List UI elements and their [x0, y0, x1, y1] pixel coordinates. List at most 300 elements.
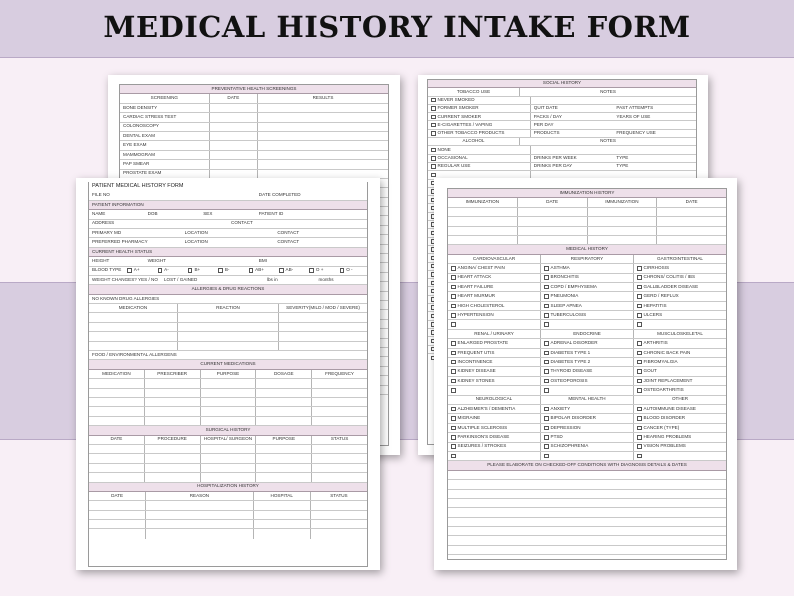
form-cell[interactable] [541, 264, 634, 272]
blank-cell[interactable] [201, 417, 257, 425]
blank-cell[interactable] [448, 518, 726, 526]
checkbox[interactable] [637, 388, 642, 393]
blank-cell[interactable] [89, 511, 146, 519]
form-cell[interactable] [541, 433, 634, 441]
blank-cell[interactable] [613, 146, 696, 153]
blank-cell[interactable] [89, 464, 145, 472]
checkbox[interactable] [431, 131, 436, 136]
blank-cell[interactable] [89, 342, 178, 350]
blank-cell[interactable] [210, 160, 258, 168]
checkbox[interactable] [451, 304, 456, 309]
cell-label: FREQUENT UTIS [457, 349, 495, 355]
blank-cell[interactable] [178, 332, 279, 340]
checkbox[interactable] [451, 369, 456, 374]
blank-cell[interactable] [145, 417, 201, 425]
cell-label: NONE [437, 146, 451, 152]
blank-cell[interactable] [145, 191, 201, 199]
form-cell[interactable] [634, 405, 726, 413]
checkbox[interactable] [451, 322, 456, 327]
form-cell[interactable] [246, 267, 276, 275]
checkbox[interactable] [451, 416, 456, 421]
checkbox[interactable] [451, 294, 456, 299]
blank-cell[interactable] [448, 471, 726, 479]
blank-cell[interactable] [311, 191, 367, 199]
form-cell[interactable] [448, 311, 541, 319]
blank-cell[interactable] [210, 141, 258, 149]
checkbox-row [448, 339, 726, 348]
checkbox[interactable] [544, 435, 549, 440]
blank-cell[interactable] [258, 104, 388, 112]
blank-cell[interactable] [200, 257, 256, 265]
form-cell[interactable] [215, 267, 245, 275]
blank-cell[interactable] [448, 320, 541, 328]
form-cell[interactable] [448, 283, 541, 291]
blank-cell[interactable] [89, 473, 145, 481]
form-cell[interactable] [541, 414, 634, 422]
form-cell[interactable] [337, 267, 367, 275]
blank-cell[interactable] [518, 236, 588, 244]
blank-cell[interactable] [256, 445, 312, 453]
form-cell[interactable] [448, 377, 541, 385]
form-cell[interactable] [428, 163, 531, 170]
checkbox[interactable] [637, 360, 642, 365]
form-cell[interactable] [634, 302, 726, 310]
checkbox[interactable] [431, 173, 436, 178]
blank-cell[interactable] [256, 407, 312, 415]
form-cell[interactable] [634, 349, 726, 357]
cell-label: HEPATITIS [643, 302, 667, 308]
checkbox[interactable] [637, 304, 642, 309]
blank-cell[interactable] [312, 389, 367, 397]
blank-cell[interactable] [588, 236, 658, 244]
checkbox[interactable] [637, 369, 642, 374]
blank-cell[interactable] [448, 536, 726, 544]
blank-cell[interactable] [146, 511, 253, 519]
blank-cell[interactable] [518, 217, 588, 225]
checkbox[interactable] [249, 268, 254, 273]
blank-cell[interactable] [201, 473, 257, 481]
blank-cell[interactable] [254, 529, 311, 538]
blank-cell[interactable] [311, 210, 367, 218]
form-cell [161, 276, 213, 284]
form-cell[interactable] [541, 302, 634, 310]
form-cell[interactable] [448, 292, 541, 300]
checkbox[interactable] [544, 313, 549, 318]
checkbox[interactable] [637, 435, 642, 440]
blank-cell[interactable] [634, 320, 726, 328]
blank-cell[interactable] [312, 445, 367, 453]
column-header-row [89, 492, 367, 501]
blank-cell[interactable] [311, 257, 367, 265]
blank-cell[interactable] [89, 501, 146, 509]
section-title: CURRENT HEALTH STATUS [92, 248, 153, 254]
cell-label: KIDNEY STONES [457, 377, 495, 383]
checkbox[interactable] [637, 322, 642, 327]
blank-cell[interactable] [312, 473, 367, 481]
form-cell[interactable] [634, 264, 726, 272]
checkbox[interactable] [451, 313, 456, 318]
checkbox[interactable] [544, 426, 549, 431]
blank-cell[interactable] [448, 386, 541, 394]
blank-cell[interactable] [145, 473, 201, 481]
blank-cell[interactable] [258, 141, 388, 149]
column-header-row [89, 304, 367, 313]
blank-cell[interactable] [634, 452, 726, 460]
blank-cell[interactable] [311, 511, 367, 519]
blank-cell[interactable] [256, 389, 312, 397]
checkbox[interactable] [451, 435, 456, 440]
blank-cell[interactable] [657, 236, 726, 244]
form-cell[interactable] [634, 274, 726, 282]
checkbox[interactable] [451, 285, 456, 290]
blank-cell[interactable] [254, 520, 311, 528]
form-cell[interactable] [448, 433, 541, 441]
blank-row [89, 332, 367, 341]
form-cell[interactable] [634, 311, 726, 319]
blank-row [89, 473, 367, 482]
checkbox[interactable] [431, 148, 436, 153]
blank-cell[interactable] [312, 417, 367, 425]
form-cell[interactable] [634, 358, 726, 366]
blank-cell[interactable] [210, 123, 258, 131]
checkbox[interactable] [431, 98, 436, 103]
blank-cell[interactable] [311, 520, 367, 528]
blank-cell[interactable] [145, 398, 201, 406]
blank-cell[interactable] [258, 170, 388, 178]
cell-label: NAME [92, 211, 106, 217]
form-cell[interactable] [448, 443, 541, 451]
form-cell[interactable] [448, 367, 541, 375]
blank-cell[interactable] [89, 445, 145, 453]
checkbox[interactable] [637, 407, 642, 412]
form-cell[interactable] [448, 358, 541, 366]
blank-cell[interactable] [312, 464, 367, 472]
blank-cell[interactable] [588, 208, 658, 216]
form-cell[interactable] [541, 292, 634, 300]
checkbox[interactable] [218, 268, 223, 273]
blank-cell[interactable] [448, 490, 726, 498]
form-cell[interactable] [448, 349, 541, 357]
blank-cell[interactable] [201, 464, 257, 472]
blank-cell[interactable] [201, 454, 257, 462]
blank-cell[interactable] [178, 323, 279, 331]
blank-cell[interactable] [145, 454, 201, 462]
checkbox[interactable] [309, 268, 314, 273]
blank-cell[interactable] [312, 454, 367, 462]
checkbox[interactable] [451, 266, 456, 271]
form-cell[interactable] [541, 349, 634, 357]
blank-cell[interactable] [541, 452, 634, 460]
blank-cell[interactable] [254, 501, 311, 509]
blank-cell[interactable] [178, 313, 279, 321]
form-cell[interactable] [428, 146, 531, 153]
form-cell[interactable] [428, 121, 531, 128]
blank-cell[interactable] [279, 313, 367, 321]
blank-cell[interactable] [89, 332, 178, 340]
form-cell[interactable] [541, 367, 634, 375]
blank-cell[interactable] [145, 445, 201, 453]
section-title: SOCIAL HISTORY [542, 80, 582, 86]
checkbox[interactable] [637, 266, 642, 271]
form-cell[interactable] [541, 443, 634, 451]
checkbox[interactable] [127, 268, 132, 273]
form-cell [89, 191, 145, 199]
blank-cell[interactable] [518, 227, 588, 235]
checkbox[interactable] [431, 164, 436, 169]
checkbox[interactable] [188, 268, 193, 273]
blank-cell[interactable] [258, 132, 388, 140]
blank-cell[interactable] [279, 332, 367, 340]
checkbox[interactable] [544, 341, 549, 346]
checkbox[interactable] [637, 341, 642, 346]
blank-cell[interactable] [657, 217, 726, 225]
cell-label: BMI [258, 258, 267, 264]
checkbox[interactable] [637, 294, 642, 299]
form-cell[interactable] [124, 267, 154, 275]
blank-cell[interactable] [312, 398, 367, 406]
checkbox[interactable] [431, 115, 436, 120]
blank-cell[interactable] [89, 407, 145, 415]
form-cell[interactable] [155, 267, 185, 275]
checkbox[interactable] [544, 304, 549, 309]
form-cell[interactable] [448, 405, 541, 413]
blank-cell[interactable] [201, 379, 257, 387]
blank-cell[interactable] [448, 452, 541, 460]
checkbox[interactable] [544, 266, 549, 271]
blank-cell[interactable] [146, 501, 253, 509]
form-cell[interactable] [428, 113, 531, 120]
blank-cell[interactable] [89, 389, 145, 397]
form-cell[interactable] [428, 130, 531, 137]
blank-cell[interactable] [448, 227, 518, 235]
blank-cell[interactable] [145, 379, 201, 387]
blank-cell[interactable] [518, 208, 588, 216]
form-cell[interactable] [541, 358, 634, 366]
blank-cell[interactable] [200, 191, 256, 199]
blank-row [89, 501, 367, 510]
blank-cell[interactable] [89, 313, 178, 321]
form-cell[interactable] [541, 424, 634, 432]
cell-label: PNEUMONIA [550, 293, 579, 299]
checkbox[interactable] [544, 369, 549, 374]
blank-cell[interactable] [613, 97, 696, 104]
blank-cell[interactable] [210, 132, 258, 140]
cell-label: WEIGHT [147, 258, 166, 264]
checkbox[interactable] [637, 313, 642, 318]
form-cell[interactable] [634, 292, 726, 300]
blank-cell[interactable] [89, 529, 146, 538]
checkbox[interactable] [451, 426, 456, 431]
blank-cell[interactable] [448, 217, 518, 225]
form-cell[interactable] [634, 367, 726, 375]
checkbox[interactable] [637, 416, 642, 421]
checkbox[interactable] [637, 454, 642, 459]
blank-cell[interactable] [258, 151, 388, 159]
checkbox[interactable] [544, 351, 549, 356]
blank-cell[interactable] [159, 220, 229, 228]
blank-cell[interactable] [201, 445, 257, 453]
checkbox[interactable] [544, 444, 549, 449]
form-cell[interactable] [541, 283, 634, 291]
blank-cell[interactable] [256, 473, 312, 481]
cell-label: IMMUNIZATION [605, 199, 639, 205]
checkbox[interactable] [637, 444, 642, 449]
checkbox[interactable] [451, 341, 456, 346]
blank-cell[interactable] [588, 217, 658, 225]
checkbox[interactable] [637, 379, 642, 384]
blank-cell[interactable] [178, 342, 279, 350]
checkbox[interactable] [451, 351, 456, 356]
blank-cell[interactable] [256, 398, 312, 406]
blank-cell[interactable] [531, 97, 614, 104]
blank-cell[interactable] [89, 417, 145, 425]
form-cell[interactable] [634, 386, 726, 394]
blank-cell[interactable] [210, 151, 258, 159]
blank-cell[interactable] [448, 527, 726, 535]
checkbox[interactable] [451, 275, 456, 280]
checkbox[interactable] [544, 360, 549, 365]
blank-cell[interactable] [256, 417, 312, 425]
form-cell[interactable] [634, 377, 726, 385]
form-cell[interactable] [634, 424, 726, 432]
checkbox[interactable] [544, 294, 549, 299]
blank-cell[interactable] [210, 170, 258, 178]
checkbox[interactable] [451, 407, 456, 412]
blank-cell[interactable] [279, 323, 367, 331]
blank-cell[interactable] [258, 113, 388, 121]
form-cell[interactable] [541, 274, 634, 282]
form-cell[interactable] [634, 443, 726, 451]
checkbox[interactable] [431, 156, 436, 161]
checkbox[interactable] [544, 285, 549, 290]
checkbox[interactable] [544, 454, 549, 459]
blank-cell[interactable] [448, 546, 726, 554]
checkbox[interactable] [637, 285, 642, 290]
form-cell[interactable] [634, 283, 726, 291]
blank-cell[interactable] [312, 407, 367, 415]
blank-cell[interactable] [541, 320, 634, 328]
checkbox[interactable] [451, 444, 456, 449]
screening-row [120, 113, 388, 122]
blank-cell[interactable] [256, 464, 312, 472]
form-cell[interactable] [306, 267, 336, 275]
blank-cell[interactable] [613, 121, 696, 128]
checkbox[interactable] [451, 379, 456, 384]
blank-cell[interactable] [201, 407, 257, 415]
blank-cell[interactable] [210, 104, 258, 112]
checkbox[interactable] [340, 268, 345, 273]
blank-cell[interactable] [146, 529, 253, 538]
cell-label: CONTACT [231, 220, 253, 226]
checkbox[interactable] [544, 322, 549, 327]
form-cell[interactable] [541, 339, 634, 347]
form-cell[interactable] [541, 311, 634, 319]
checkbox[interactable] [158, 268, 163, 273]
blank-cell[interactable] [146, 520, 253, 528]
blank-cell[interactable] [89, 323, 178, 331]
checkbox[interactable] [451, 454, 456, 459]
blank-cell[interactable] [89, 520, 146, 528]
form-cell[interactable] [428, 155, 531, 162]
blank-cell[interactable] [89, 454, 145, 462]
form-cell[interactable] [634, 433, 726, 441]
blank-cell[interactable] [256, 379, 312, 387]
form-cell[interactable] [428, 97, 531, 104]
blank-cell[interactable] [657, 227, 726, 235]
blank-cell[interactable] [588, 227, 658, 235]
blank-cell[interactable] [145, 407, 201, 415]
checkbox[interactable] [544, 379, 549, 384]
form-cell[interactable] [448, 264, 541, 272]
form-cell[interactable] [448, 302, 541, 310]
blank-cell[interactable] [89, 379, 145, 387]
blank-cell[interactable] [210, 113, 258, 121]
form-cell[interactable] [448, 414, 541, 422]
blank-cell[interactable] [279, 342, 367, 350]
form-cell[interactable] [541, 377, 634, 385]
form-cell[interactable] [448, 339, 541, 347]
blank-cell[interactable] [298, 220, 368, 228]
checkbox[interactable] [637, 351, 642, 356]
blank-cell[interactable] [312, 379, 367, 387]
blank-cell[interactable] [531, 146, 614, 153]
checkbox[interactable] [544, 416, 549, 421]
blank-cell[interactable] [448, 555, 726, 564]
checkbox[interactable] [544, 388, 549, 393]
blank-cell[interactable] [541, 386, 634, 394]
blank-cell[interactable] [201, 398, 257, 406]
cell-label: RENAL / URINARY [474, 330, 514, 336]
form-cell[interactable] [185, 267, 215, 275]
checkbox[interactable] [637, 275, 642, 280]
blank-cell[interactable] [448, 208, 518, 216]
checkbox[interactable] [431, 106, 436, 111]
blank-cell[interactable] [145, 389, 201, 397]
checkbox[interactable] [544, 407, 549, 412]
form-cell[interactable] [448, 424, 541, 432]
blank-cell[interactable] [448, 480, 726, 488]
checkbox[interactable] [544, 275, 549, 280]
blank-cell[interactable] [201, 389, 257, 397]
blank-cell[interactable] [89, 398, 145, 406]
blank-cell[interactable] [448, 508, 726, 516]
blank-cell[interactable] [258, 160, 388, 168]
form-cell[interactable] [448, 274, 541, 282]
form-cell[interactable] [428, 105, 531, 112]
blank-cell[interactable] [212, 276, 264, 284]
checkbox[interactable] [637, 426, 642, 431]
blank-cell[interactable] [448, 236, 518, 244]
checkbox[interactable] [451, 388, 456, 393]
blank-cell[interactable] [254, 511, 311, 519]
form-cell[interactable] [541, 405, 634, 413]
checkbox[interactable] [451, 360, 456, 365]
form-cell[interactable] [634, 339, 726, 347]
form-cell [120, 132, 210, 140]
blank-cell[interactable] [145, 464, 201, 472]
blank-cell[interactable] [311, 529, 367, 538]
blank-cell[interactable] [448, 499, 726, 507]
blank-cell[interactable] [657, 208, 726, 216]
checkbox[interactable] [279, 268, 284, 273]
form-cell[interactable] [634, 414, 726, 422]
form-cell[interactable] [276, 267, 306, 275]
section-title: MEDICAL HISTORY [566, 246, 608, 252]
blank-cell[interactable] [258, 123, 388, 131]
checkbox[interactable] [431, 123, 436, 128]
blank-cell[interactable] [256, 454, 312, 462]
blank-cell[interactable] [311, 501, 367, 509]
